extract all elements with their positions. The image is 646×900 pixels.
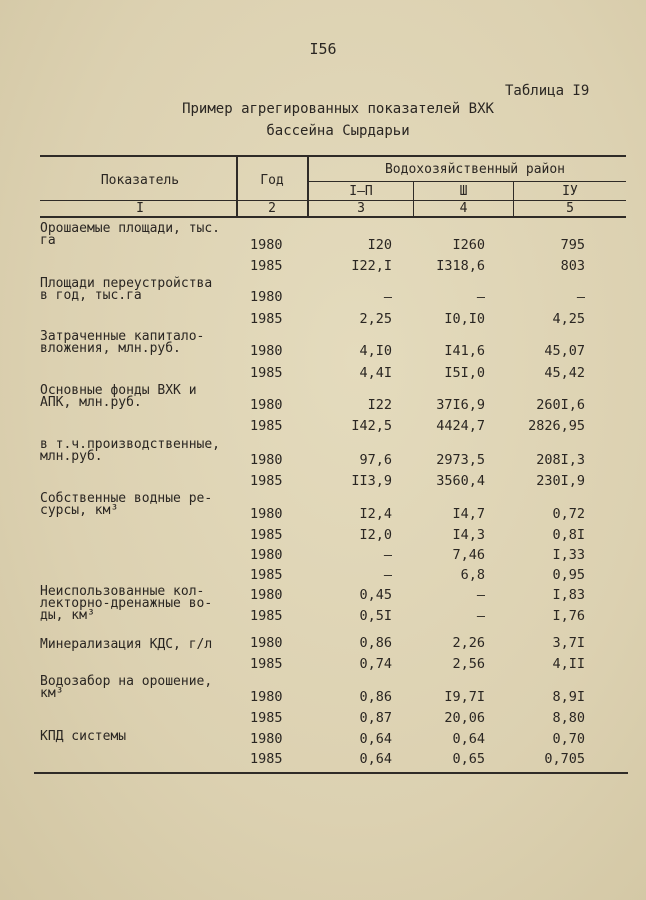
table-title-line2: бассейна Сырдарьи xyxy=(266,123,410,139)
header-region-col-3: IУ xyxy=(562,184,578,199)
row-label: км³ xyxy=(40,686,64,701)
page-number: I56 xyxy=(309,40,337,58)
table-cell: 2,25 xyxy=(359,311,392,327)
row-label: Орошаемые площади, тыс. xyxy=(40,221,221,236)
row-year: 1985 xyxy=(250,751,283,767)
table-cell: – xyxy=(383,289,392,305)
table-cell: 0,64 xyxy=(359,751,392,767)
row-year: 1980 xyxy=(250,452,283,468)
table-cell: 37I6,9 xyxy=(436,397,485,413)
table-cell: I20 xyxy=(367,237,392,253)
row-year: 1985 xyxy=(250,656,283,672)
table-cell: 0,86 xyxy=(359,689,392,705)
table-cell: – xyxy=(476,289,485,305)
row-label: Затраченные капитало- xyxy=(40,329,205,344)
table-cell: 0,64 xyxy=(452,731,485,747)
row-year: 1985 xyxy=(250,608,283,624)
row-label: КПД системы xyxy=(40,729,127,744)
table-cell: II3,9 xyxy=(351,473,392,489)
row-label: млн.руб. xyxy=(40,449,103,464)
row-year: 1985 xyxy=(250,473,283,489)
table-cell: 0,86 xyxy=(359,635,392,651)
table-cell: 4,25 xyxy=(552,311,585,327)
table-cell: – xyxy=(383,547,392,563)
table-cell: I41,6 xyxy=(444,343,485,359)
table-cell: 20,06 xyxy=(444,710,485,726)
row-year: 1980 xyxy=(250,731,283,747)
row-label: сурсы, км³ xyxy=(40,503,119,518)
col-number-5: 5 xyxy=(566,201,574,216)
table-cell: 4,II xyxy=(552,656,585,672)
table-cell: 6,8 xyxy=(460,567,485,583)
table-cell: 803 xyxy=(560,258,585,274)
col-divider-3 xyxy=(413,182,414,217)
row-year: 1980 xyxy=(250,397,283,413)
row-year: 1980 xyxy=(250,289,283,305)
table-bottom-rule xyxy=(34,772,628,774)
table-cell: I4,3 xyxy=(452,527,485,543)
table-cell: I0,I0 xyxy=(444,311,485,327)
row-year: 1980 xyxy=(250,343,283,359)
table-cell: I9,7I xyxy=(444,689,485,705)
table-cell: 4,I0 xyxy=(359,343,392,359)
row-year: 1980 xyxy=(250,689,283,705)
table-cell: I260 xyxy=(452,237,485,253)
table-cell: I,76 xyxy=(552,608,585,624)
table-cell: 45,07 xyxy=(544,343,585,359)
table-cell: 0,64 xyxy=(359,731,392,747)
row-year: 1980 xyxy=(250,506,283,522)
row-label: Минерализация КДС, г/л xyxy=(40,637,213,652)
row-year: 1985 xyxy=(250,527,283,543)
table-title-line1: Пример агрегированных показателей ВХК xyxy=(182,101,494,117)
header-region-col-2: Ш xyxy=(459,184,468,199)
row-year: 1985 xyxy=(250,365,283,381)
table-cell: I22 xyxy=(367,397,392,413)
row-year: 1980 xyxy=(250,547,283,563)
table-cell: 795 xyxy=(560,237,585,253)
table-cell: 0,705 xyxy=(544,751,585,767)
row-year: 1985 xyxy=(250,710,283,726)
table-cell: I2,4 xyxy=(359,506,392,522)
row-label: Неиспользованные кол- xyxy=(40,584,205,599)
row-year: 1985 xyxy=(250,258,283,274)
table-cell: 2,26 xyxy=(452,635,485,651)
row-label: Водозабор на орошение, xyxy=(40,674,213,689)
table-cell: 260I,6 xyxy=(536,397,585,413)
table-cell: 7,46 xyxy=(452,547,485,563)
col-number-2: 2 xyxy=(268,201,276,216)
row-label: га xyxy=(40,233,56,248)
row-label: вложения, млн.руб. xyxy=(40,341,181,356)
header-region-col-1: I–П xyxy=(349,184,373,199)
table-cell: 0,70 xyxy=(552,731,585,747)
table-cell: – xyxy=(576,289,585,305)
col-divider-2 xyxy=(307,155,309,217)
table-cell: 8,80 xyxy=(552,710,585,726)
table-cell: 0,87 xyxy=(359,710,392,726)
table-cell: I4,7 xyxy=(452,506,485,522)
table-cell: 2,56 xyxy=(452,656,485,672)
table-cell: 0,65 xyxy=(452,751,485,767)
table-cell: 0,74 xyxy=(359,656,392,672)
row-label: в год, тыс.га xyxy=(40,288,142,303)
table-cell: 208I,3 xyxy=(536,452,585,468)
row-year: 1985 xyxy=(250,418,283,434)
row-label: в т.ч.производственные, xyxy=(40,437,221,452)
table-cell: – xyxy=(476,587,485,603)
table-cell: I2,0 xyxy=(359,527,392,543)
row-year: 1980 xyxy=(250,587,283,603)
table-label: Таблица I9 xyxy=(505,83,590,99)
table-cell: I42,5 xyxy=(351,418,392,434)
header-year: Год xyxy=(260,173,284,188)
row-year: 1980 xyxy=(250,635,283,651)
table-cell: 0,72 xyxy=(552,506,585,522)
row-label: Основные фонды ВХК и xyxy=(40,383,197,398)
table-cell: 0,5I xyxy=(359,608,392,624)
table-cell: 0,95 xyxy=(552,567,585,583)
row-label: Собственные водные ре- xyxy=(40,491,213,506)
col-number-4: 4 xyxy=(459,201,468,216)
table-cell: – xyxy=(476,608,485,624)
row-year: 1985 xyxy=(250,567,283,583)
table-cell: I318,6 xyxy=(436,258,485,274)
header-bottom-rule xyxy=(40,216,626,218)
row-year: 1980 xyxy=(250,237,283,253)
col-number-3: 3 xyxy=(357,201,365,216)
table-cell: 230I,9 xyxy=(536,473,585,489)
table-cell: 4,4I xyxy=(359,365,392,381)
table-cell: 3,7I xyxy=(552,635,585,651)
table-cell: 45,42 xyxy=(544,365,585,381)
row-label: АПК, млн.руб. xyxy=(40,395,142,410)
row-label: ды, км³ xyxy=(40,608,95,623)
table-cell: 8,9I xyxy=(552,689,585,705)
table-cell: – xyxy=(383,567,392,583)
table-cell: 3560,4 xyxy=(436,473,485,489)
table-cell: 97,6 xyxy=(359,452,392,468)
table-cell: 0,45 xyxy=(359,587,392,603)
table-cell: 2826,95 xyxy=(528,418,585,434)
table-cell: I,33 xyxy=(552,547,585,563)
region-subheader-rule xyxy=(308,181,626,182)
row-label: лекторно-дренажные во- xyxy=(40,596,213,611)
header-region: Водохозяйственный район xyxy=(384,162,565,177)
table-top-rule xyxy=(40,155,626,157)
table-cell: I5I,0 xyxy=(444,365,485,381)
row-year: 1985 xyxy=(250,311,283,327)
col-divider-4 xyxy=(513,182,514,217)
row-label: Площади переустройства xyxy=(40,276,213,291)
table-cell: 2973,5 xyxy=(436,452,485,468)
table-cell: 0,8I xyxy=(552,527,585,543)
col-number-1: I xyxy=(136,201,144,216)
table-cell: 4424,7 xyxy=(436,418,485,434)
table-cell: I,83 xyxy=(552,587,585,603)
table-cell: I22,I xyxy=(351,258,392,274)
header-indicator: Показатель xyxy=(100,173,180,188)
